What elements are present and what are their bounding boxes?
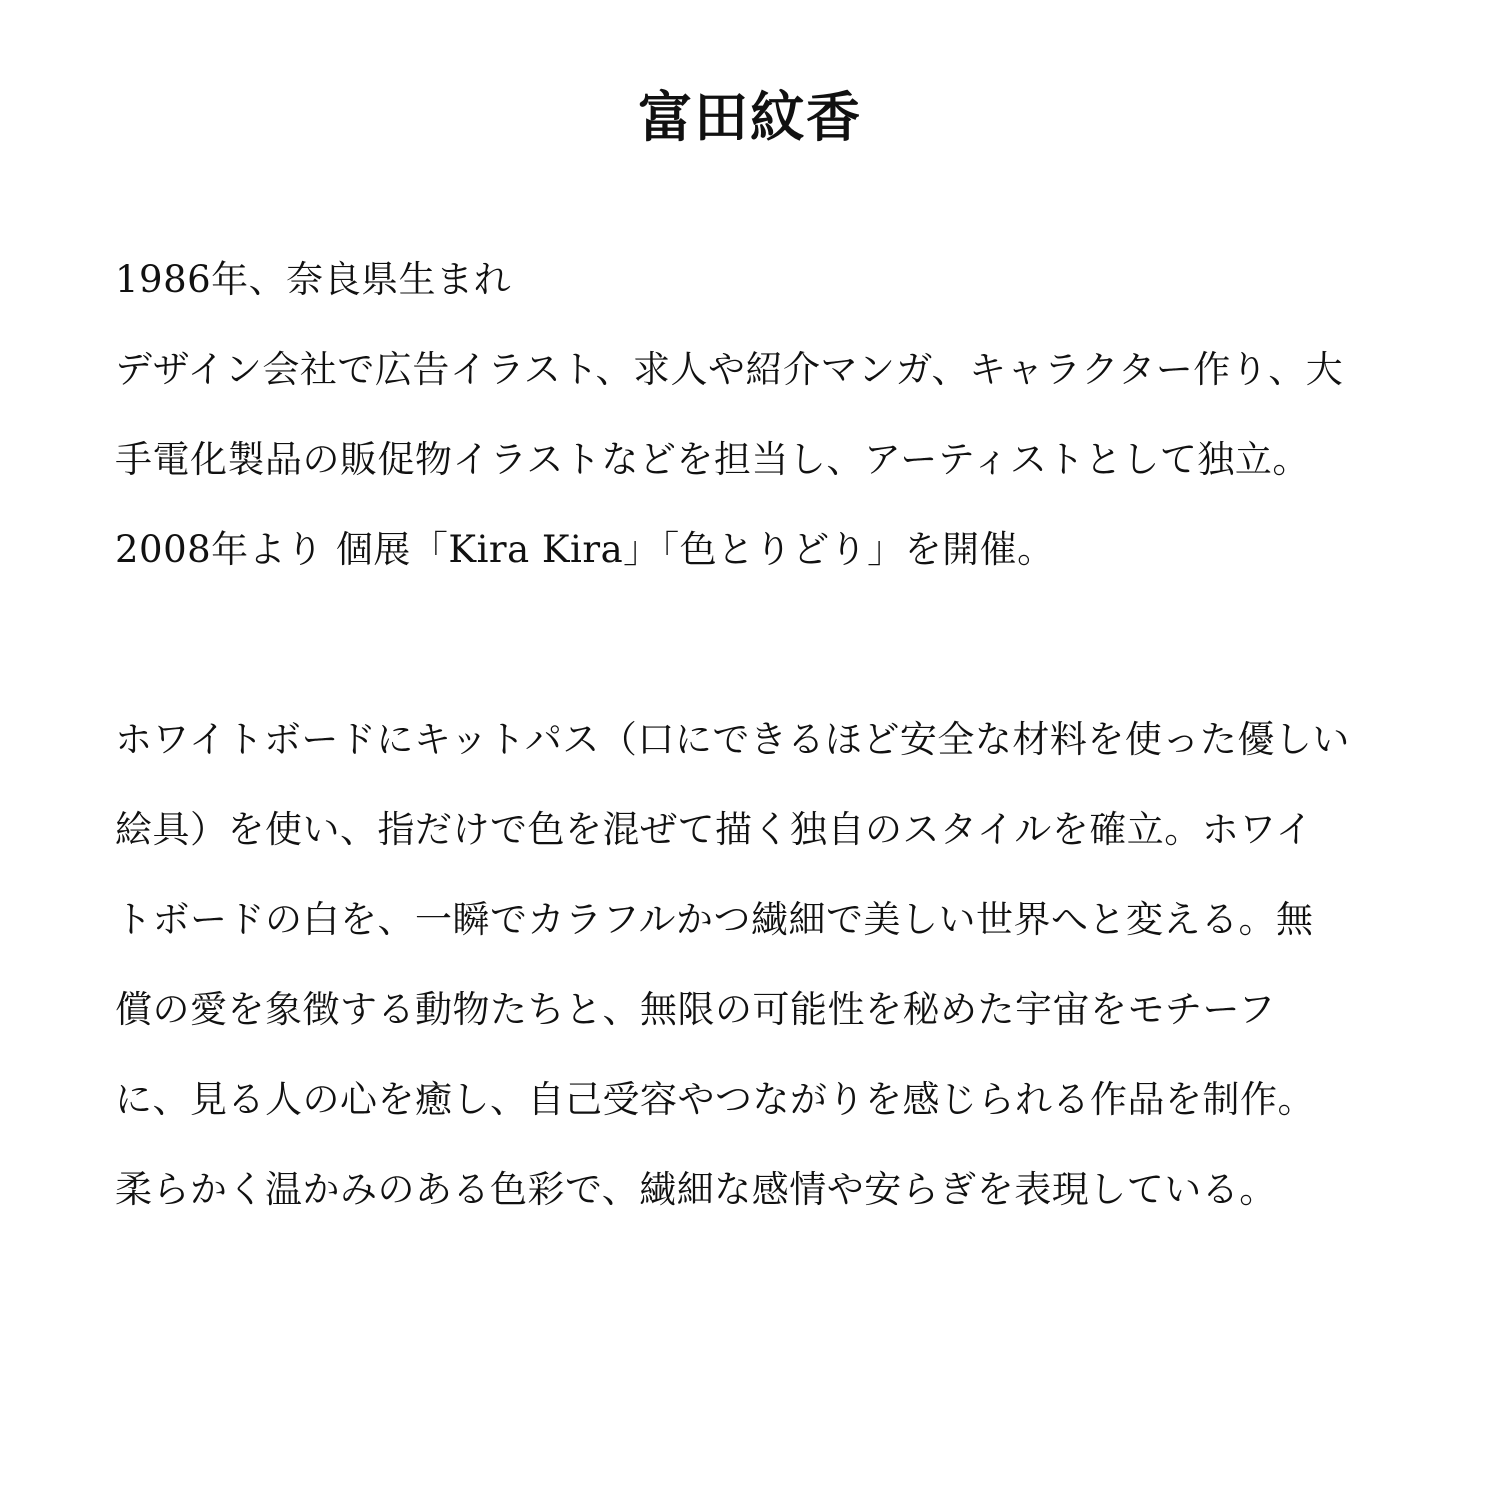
bio-line: 1986年、奈良県生まれ xyxy=(115,258,512,301)
bio-line: 2008年より 個展「Kira Kira」「色とりどり」を開催。 xyxy=(115,528,1055,571)
style-line: ホワイトボードにキットパス（口にできるほど安全な材料を使った優しい xyxy=(115,718,1350,761)
bio-line: デザイン会社で広告イラスト、求人や紹介マンガ、キャラクター作り、大 xyxy=(115,348,1344,391)
style-line: 償の愛を象徴する動物たちと、無限の可能性を秘めた宇宙をモチーフ xyxy=(115,988,1276,1031)
bio-line: 手電化製品の販促物イラストなどを担当し、アーティストとして独立。 xyxy=(115,438,1310,481)
style-line: 柔らかく温かみのある色彩で、繊細な感情や安らぎを表現している。 xyxy=(115,1168,1277,1211)
style-line: 絵具）を使い、指だけで色を混ぜて描く独自のスタイルを確立。ホワイ xyxy=(115,808,1314,851)
style-line: トボードの白を、一瞬でカラフルかつ繊細で美しい世界へと変える。無 xyxy=(115,898,1314,941)
artist-name-title: 富田紋香 xyxy=(638,85,862,149)
style-line: に、見る人の心を癒し、自己受容やつながりを感じられる作品を制作。 xyxy=(115,1078,1315,1121)
